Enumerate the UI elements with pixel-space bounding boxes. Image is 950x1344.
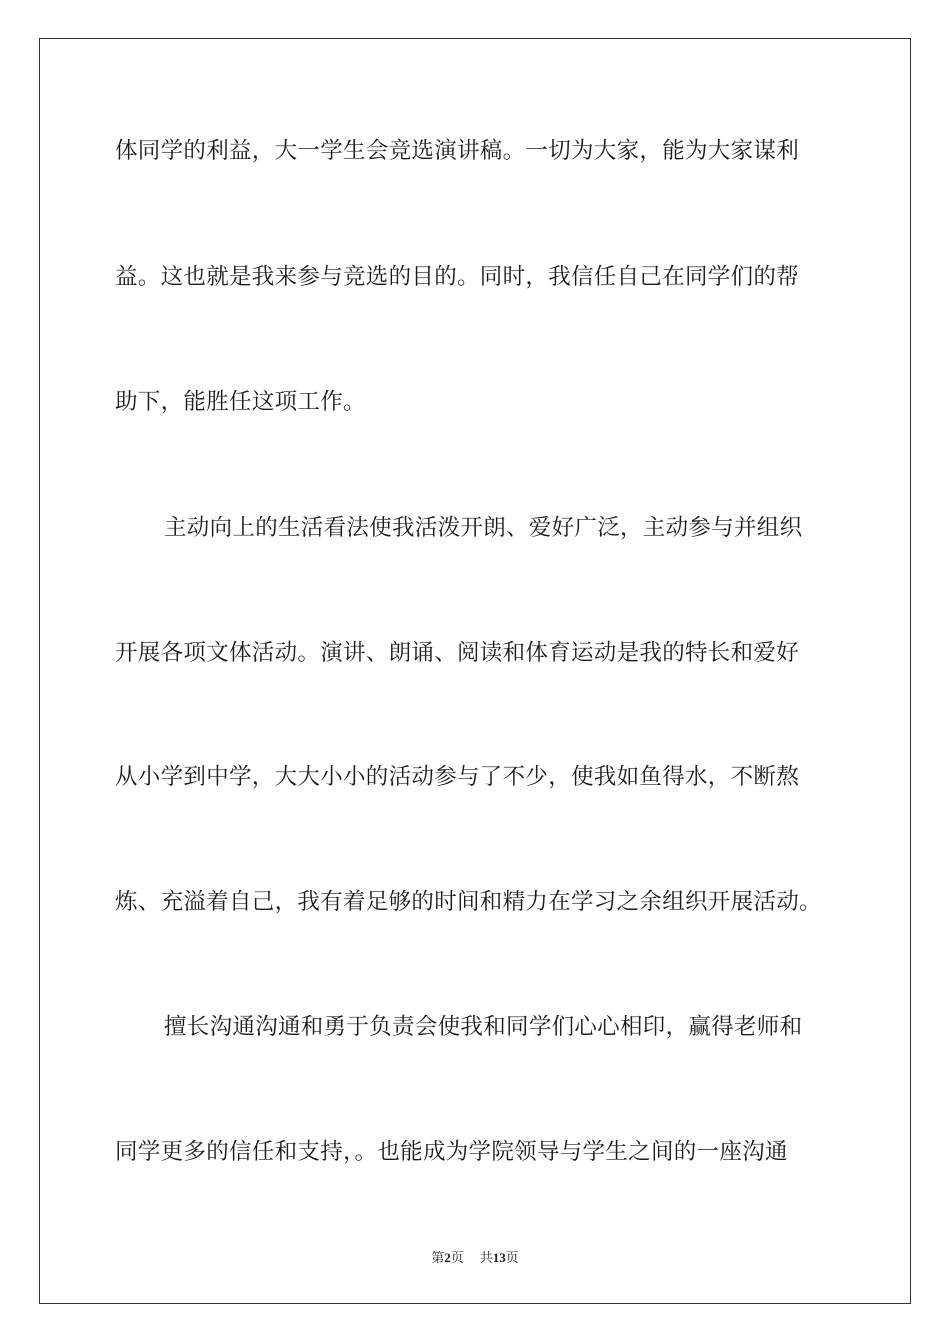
body-text-line-4: 主动向上的生活看法使我活泼开朗、爱好广泛，主动参与并组织 [164,515,803,541]
footer-total-prefix: 共 [479,1251,493,1266]
page-footer [0,1249,950,1268]
body-text-line-1: 体同学的利益，大一学生会竞选演讲稿。一切为大家，能为大家谋利 [115,138,800,164]
body-text-line-2: 益。这也就是我来参与竞选的目的。同时，我信任自己在同学们的帮 [115,264,800,290]
footer-total-number: 13 [492,1250,506,1265]
body-text-line-8: 擅长沟通沟通和勇于负责会使我和同学们心心相印，赢得老师和 [164,1014,803,1040]
footer-page-number: 2 [444,1250,451,1265]
footer-total-suffix: 页 [505,1251,519,1266]
footer-page-prefix: 第 [431,1251,445,1266]
body-text-line-9: 同学更多的信任和支持，。也能成为学院领导与学生之间的一座沟通 [115,1139,788,1165]
body-text-line-5: 开展各项文体活动。演讲、朗诵、阅读和体育运动是我的特长和爱好 [115,640,800,666]
footer-page-suffix: 页 [450,1251,464,1266]
body-text-line-3: 助下，能胜任这项工作。 [115,389,366,415]
body-text-line-6: 从小学到中学，大大小小的活动参与了不少，使我如鱼得水，不断熬 [115,764,800,790]
body-text-line-7: 炼、充溢着自己，我有着足够的时间和精力在学习之余组织开展活动。 [115,889,822,915]
page-border [39,38,911,1304]
